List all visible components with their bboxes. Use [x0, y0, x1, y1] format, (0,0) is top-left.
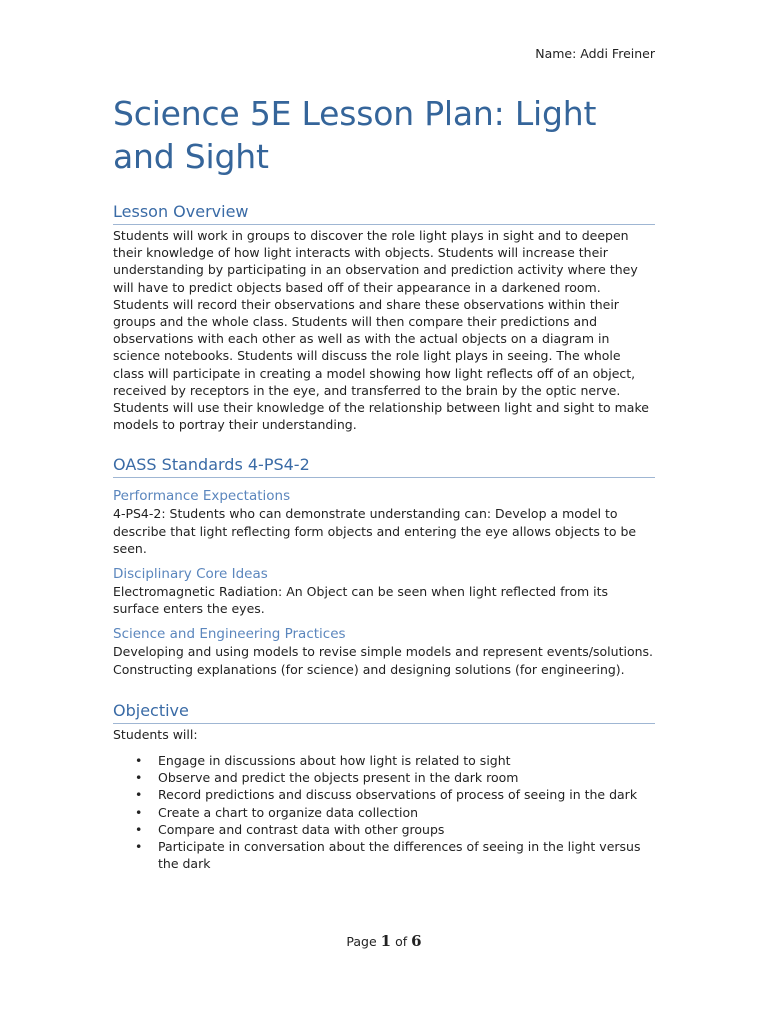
author-name: Name: Addi Freiner	[535, 46, 655, 61]
page-total: 6	[411, 932, 422, 950]
heading-performance-expectations: Performance Expectations	[113, 488, 291, 505]
list-item: • Participate in conversation about the differences of seeing in the light versus the dark	[113, 838, 655, 872]
heading-objective: Objective	[113, 699, 655, 724]
page-current: 1	[380, 932, 392, 950]
list-item: • Record predictions and discuss observations of process of seeing in the dark	[113, 786, 655, 803]
list-item: • Create a chart to organize data collection	[113, 804, 655, 821]
section-objective	[113, 699, 655, 873]
section-lesson-overview	[113, 200, 655, 433]
heading-engineering-practices: Science and Engineering Practices	[113, 626, 346, 643]
list-item: • Engage in discussions about how light is related to sight	[113, 752, 655, 769]
heading-standards: OASS Standards 4-PS4-2	[113, 453, 655, 478]
objective-intro: Students will:	[113, 726, 198, 742]
engineering-practices-text: Developing and using models to revise simple models and represent events/solutions. Constructing explanations (for science) and designing solutions (for engineering).	[113, 644, 654, 677]
of-label: of	[395, 934, 408, 949]
section-standards	[113, 453, 655, 677]
lesson-overview-text: Students will work in groups to discover the role light plays in sight and to deepen their knowledge of how light interacts with objects. Students will increase their understanding by participating in an observation and prediction activity where they will have to predict objects based off of their appearance in a darkened room. Students will record their observations and share these observations within their groups and the whole class. Students will then compare their predictions and observations with each other as well as with the actual objects on a diagram in science notebooks. Students will discuss the role light plays in seeing. The whole class will participate in creating a model showing how light reflects off of an object, received by receptors in the eye, and transferred to the brain by the optic nerve. Students will use their knowledge of the relationship between light and sight to make models to portray their understanding.	[113, 228, 649, 433]
heading-lesson-overview: Lesson Overview	[113, 200, 655, 225]
document-content	[113, 200, 655, 872]
core-ideas-text: Electromagnetic Radiation: An Object can be seen when light reflected from its surface enters the eyes.	[113, 584, 609, 617]
page-label: Page	[346, 934, 377, 949]
performance-expectations-text: 4-PS4-2: Students who can demonstrate understanding can: Develop a model to describe that light reflecting form objects and entering the eye allows objects to be seen.	[113, 506, 637, 556]
heading-core-ideas: Disciplinary Core Ideas	[113, 566, 268, 583]
page-footer	[0, 932, 768, 950]
list-item: • Observe and predict the objects present in the dark room	[113, 769, 655, 786]
list-item: • Compare and contrast data with other groups	[113, 821, 655, 838]
objective-list	[113, 752, 655, 872]
document-title: Science 5E Lesson Plan: Light and Sight	[113, 94, 597, 176]
